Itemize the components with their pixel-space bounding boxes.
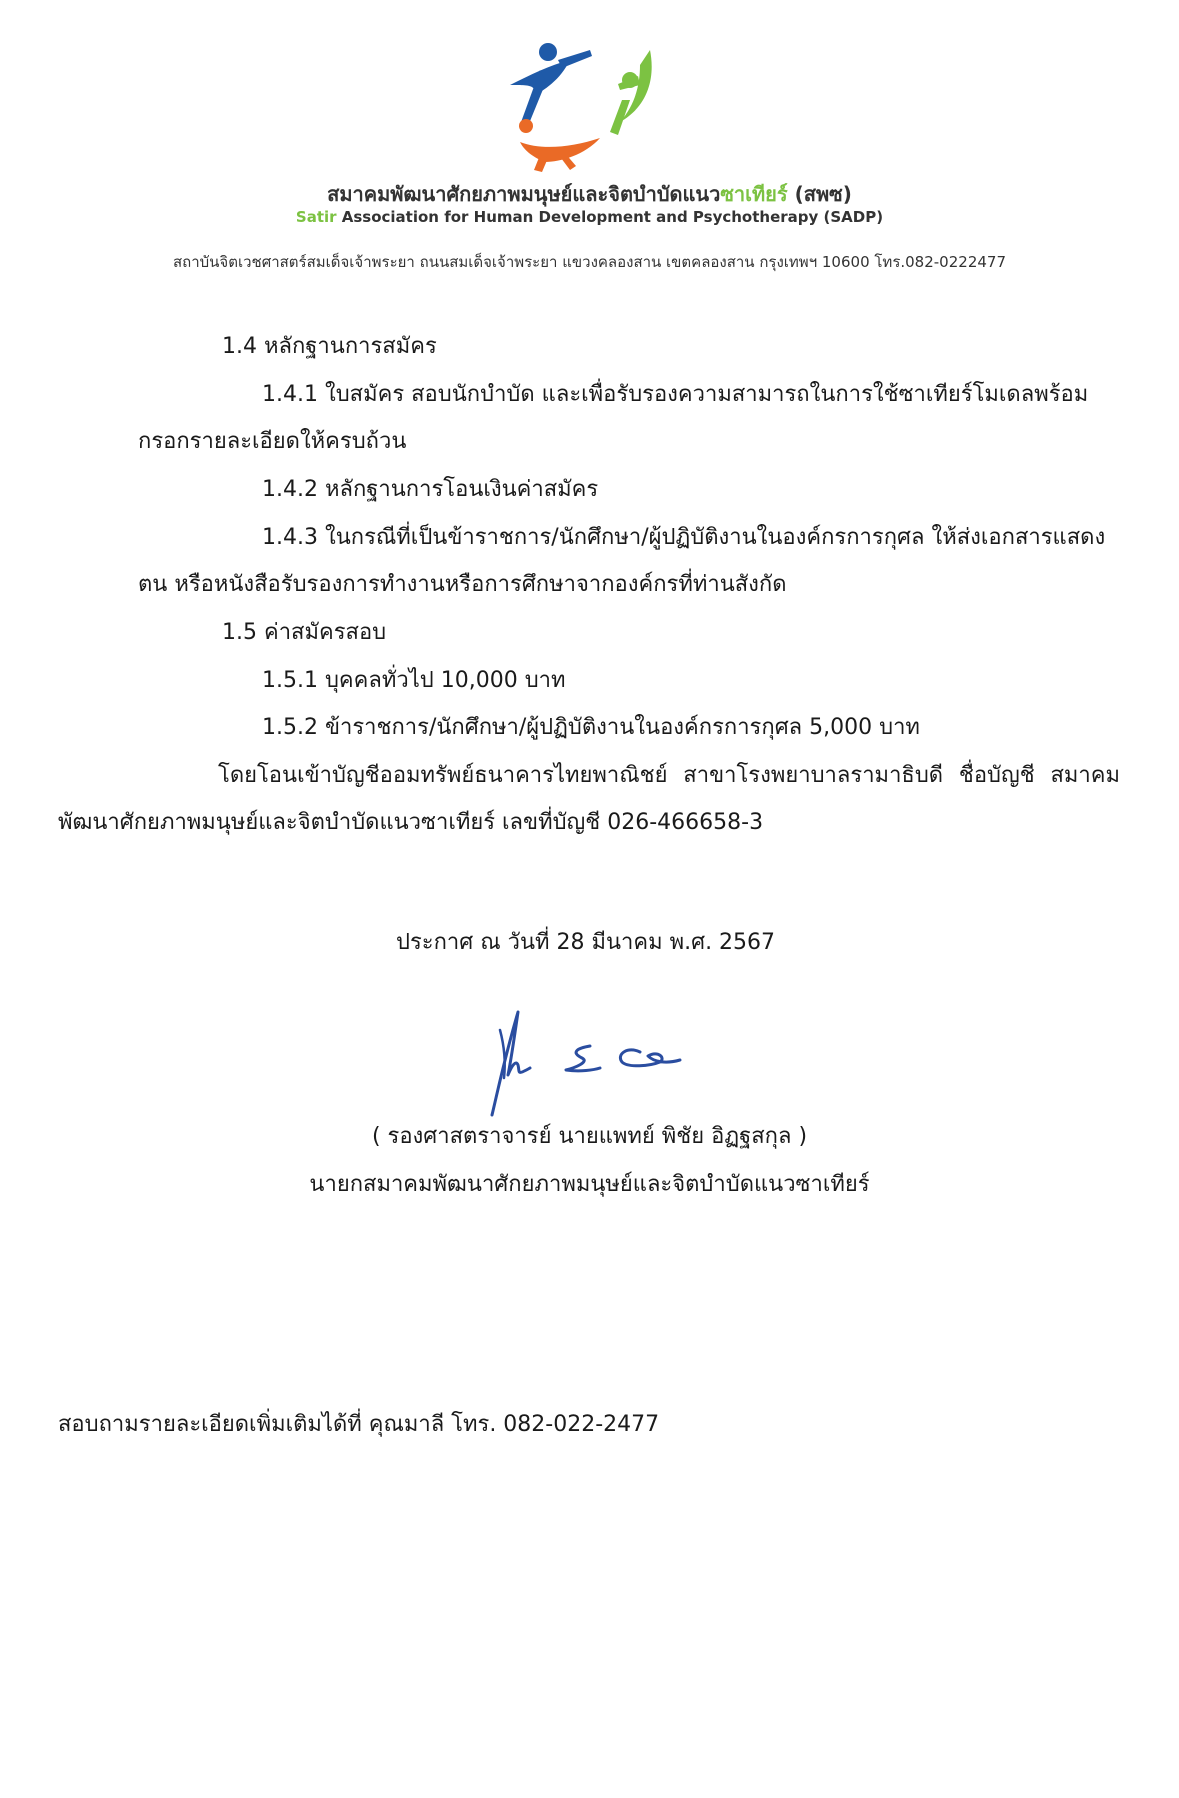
bank-transfer-word: ชื่อบัญชี	[958, 763, 1035, 788]
section-1-5-1: 1.5.1 บุคคลทั่วไป 10,000 บาท	[262, 668, 566, 693]
contact-info: สอบถามรายละเอียดเพิ่มเติมได้ที่ คุณมาลี โทร. 082-022-2477	[58, 1412, 660, 1437]
satir-figures-icon	[500, 30, 660, 175]
announcement-date: ประกาศ ณ วันที่ 28 มีนาคม พ.ศ. 2567	[396, 930, 776, 955]
org-name-english	[0, 208, 1179, 226]
signature-icon	[470, 1010, 720, 1120]
section-1-4-2: 1.4.2 หลักฐานการโอนเงินค่าสมัคร	[262, 477, 599, 502]
org-name-english-main: Association for Human Development and Psychotherapy (SADP)	[336, 208, 884, 226]
association-logo	[500, 30, 660, 175]
signature-image	[470, 1010, 720, 1120]
bank-transfer-line-2: พัฒนาศักยภาพมนุษย์และจิตบำบัดแนวซาเทียร์ เลขที่บัญชี 026-466658-3	[58, 810, 764, 835]
section-1-4-3-line-1: 1.4.3 ในกรณีที่เป็นข้าราชการ/นักศึกษา/ผู้ปฏิบัติงานในองค์กรการกุศล ให้ส่งเอกสารแสดง	[262, 525, 1106, 550]
bank-transfer-word: สมาคม	[1050, 763, 1120, 788]
signatory-name: ( รองศาสตราจารย์ นายแพทย์ พิชัย อิฏฐสกุล )	[371, 1124, 808, 1149]
bank-transfer-word: สาขาโรงพยาบาลรามาธิบดี	[683, 763, 944, 788]
signatory-title: นายกสมาคมพัฒนาศักยภาพมนุษย์และจิตบำบัดแนวซาเทียร์	[309, 1172, 870, 1197]
org-name-thai-accent: ซาเทียร์	[720, 182, 788, 206]
section-1-4-1-line-2: กรอกรายละเอียดให้ครบถ้วน	[138, 429, 407, 454]
bank-transfer-line-1	[218, 761, 1120, 791]
org-name-english-accent: Satir	[295, 208, 337, 226]
section-1-5-2: 1.5.2 ข้าราชการ/นักศึกษา/ผู้ปฏิบัติงานในองค์กรการกุศล 5,000 บาท	[262, 715, 920, 740]
org-name-thai	[0, 178, 1179, 210]
section-1-4-1-line-1: 1.4.1 ใบสมัคร สอบนักบำบัด และเพื่อรับรองความสามารถในการใช้ซาเทียร์โมเดลพร้อม	[262, 382, 1089, 407]
org-name-thai-main: สมาคมพัฒนาศักยภาพมนุษย์และจิตบำบัดแนว	[327, 182, 721, 206]
section-1-4-3-line-2: ตน หรือหนังสือรับรองการทำงานหรือการศึกษาจากองค์กรที่ท่านสังกัด	[138, 572, 787, 597]
bank-transfer-word: โดยโอนเข้าบัญชีออมทรัพย์ธนาคารไทยพาณิชย์	[218, 763, 668, 788]
section-1-5-title: 1.5 ค่าสมัครสอบ	[222, 620, 387, 645]
org-address: สถาบันจิตเวชศาสตร์สมเด็จเจ้าพระยา ถนนสมเด็จเจ้าพระยา แขวงคลองสาน เขตคลองสาน กรุงเทพฯ 10600 โทร.082-0222477	[173, 253, 1006, 271]
org-name-thai-suffix: (สพซ)	[787, 182, 852, 206]
section-1-4-title: 1.4 หลักฐานการสมัคร	[222, 334, 437, 359]
